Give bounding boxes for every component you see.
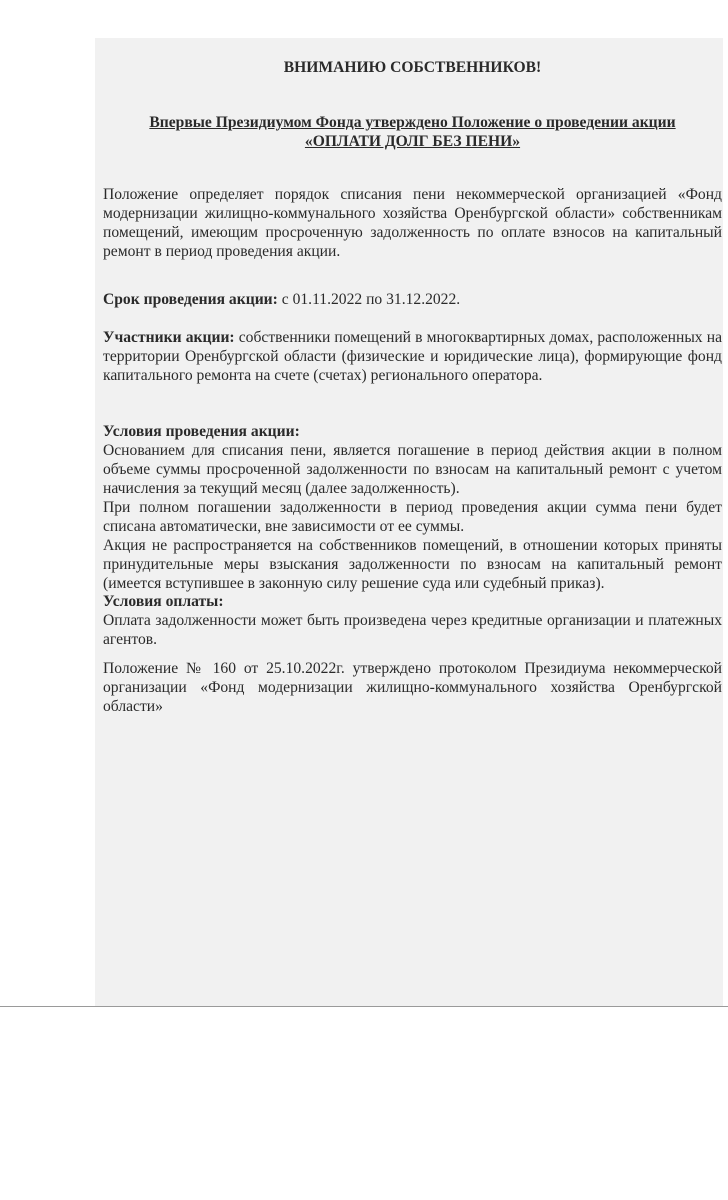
conditions-paragraph-2: При полном погашении задолженности в период проведения акции сумма пени будет списана автоматически, вне зависимости от ее суммы. [103, 499, 722, 535]
payment-heading: Условия оплаты: [103, 593, 224, 610]
footer-paragraph: Положение № 160 от 25.10.2022г. утверждено протоколом Президиума некоммерческой организации «Фонд модернизации жилищно-коммунального хозяйства Оренбургской области» [103, 660, 722, 715]
document-subtitle [103, 113, 722, 151]
intro-paragraph: Положение определяет порядок списания пени некоммерческой организацией «Фонд модернизации жилищно-коммунального хозяйства Оренбургской области» собственникам помещений, имеющим просроченную задолженность по оплате взносов на капитальный ремонт в период проведения акции. [103, 186, 722, 260]
payment-text: Оплата задолженности может быть произведена через кредитные организации и платежных агентов. [103, 612, 722, 648]
conditions-paragraph-3: Акция не распространяется на собственников помещений, в отношении которых приняты принудительные меры взыскания задолженности по взносам на капитальный ремонт (имеется вступившее в законную силу решение суда или судебный приказ). [103, 537, 722, 592]
period-paragraph [103, 290, 722, 309]
conditions-heading: Условия проведения акции: [103, 423, 300, 440]
document-title: ВНИМАНИЮ СОБСТВЕННИКОВ! [283, 59, 542, 76]
participants-label: Участники акции: [103, 329, 235, 346]
period-label: Срок проведения акции: [103, 291, 278, 308]
payment-section [103, 592, 722, 649]
subtitle-line-1: Впервые Президиумом Фонда утверждено Положение о проведении акции [149, 114, 676, 131]
period-text: с 01.11.2022 по 31.12.2022. [277, 291, 461, 308]
participants-paragraph [103, 328, 722, 385]
conditions-section [103, 422, 722, 593]
participants-text: собственники помещений в многоквартирных домах, расположенных на территории Оренбургской области (физические и юридические лица), формирующие фонд капитального ремонта на счете (счетах) регионального оператора. [103, 329, 722, 384]
page-edge-line [0, 1006, 728, 1007]
subtitle-line-2: «ОПЛАТИ ДОЛГ БЕЗ ПЕНИ» [304, 133, 521, 150]
conditions-paragraph-1: Основанием для списания пени, является погашение в период действия акции в полном объеме суммы просроченной задолженности по взносам на капитальный ремонт с учетом начисления за текущий месяц (далее задолженность). [103, 442, 722, 497]
